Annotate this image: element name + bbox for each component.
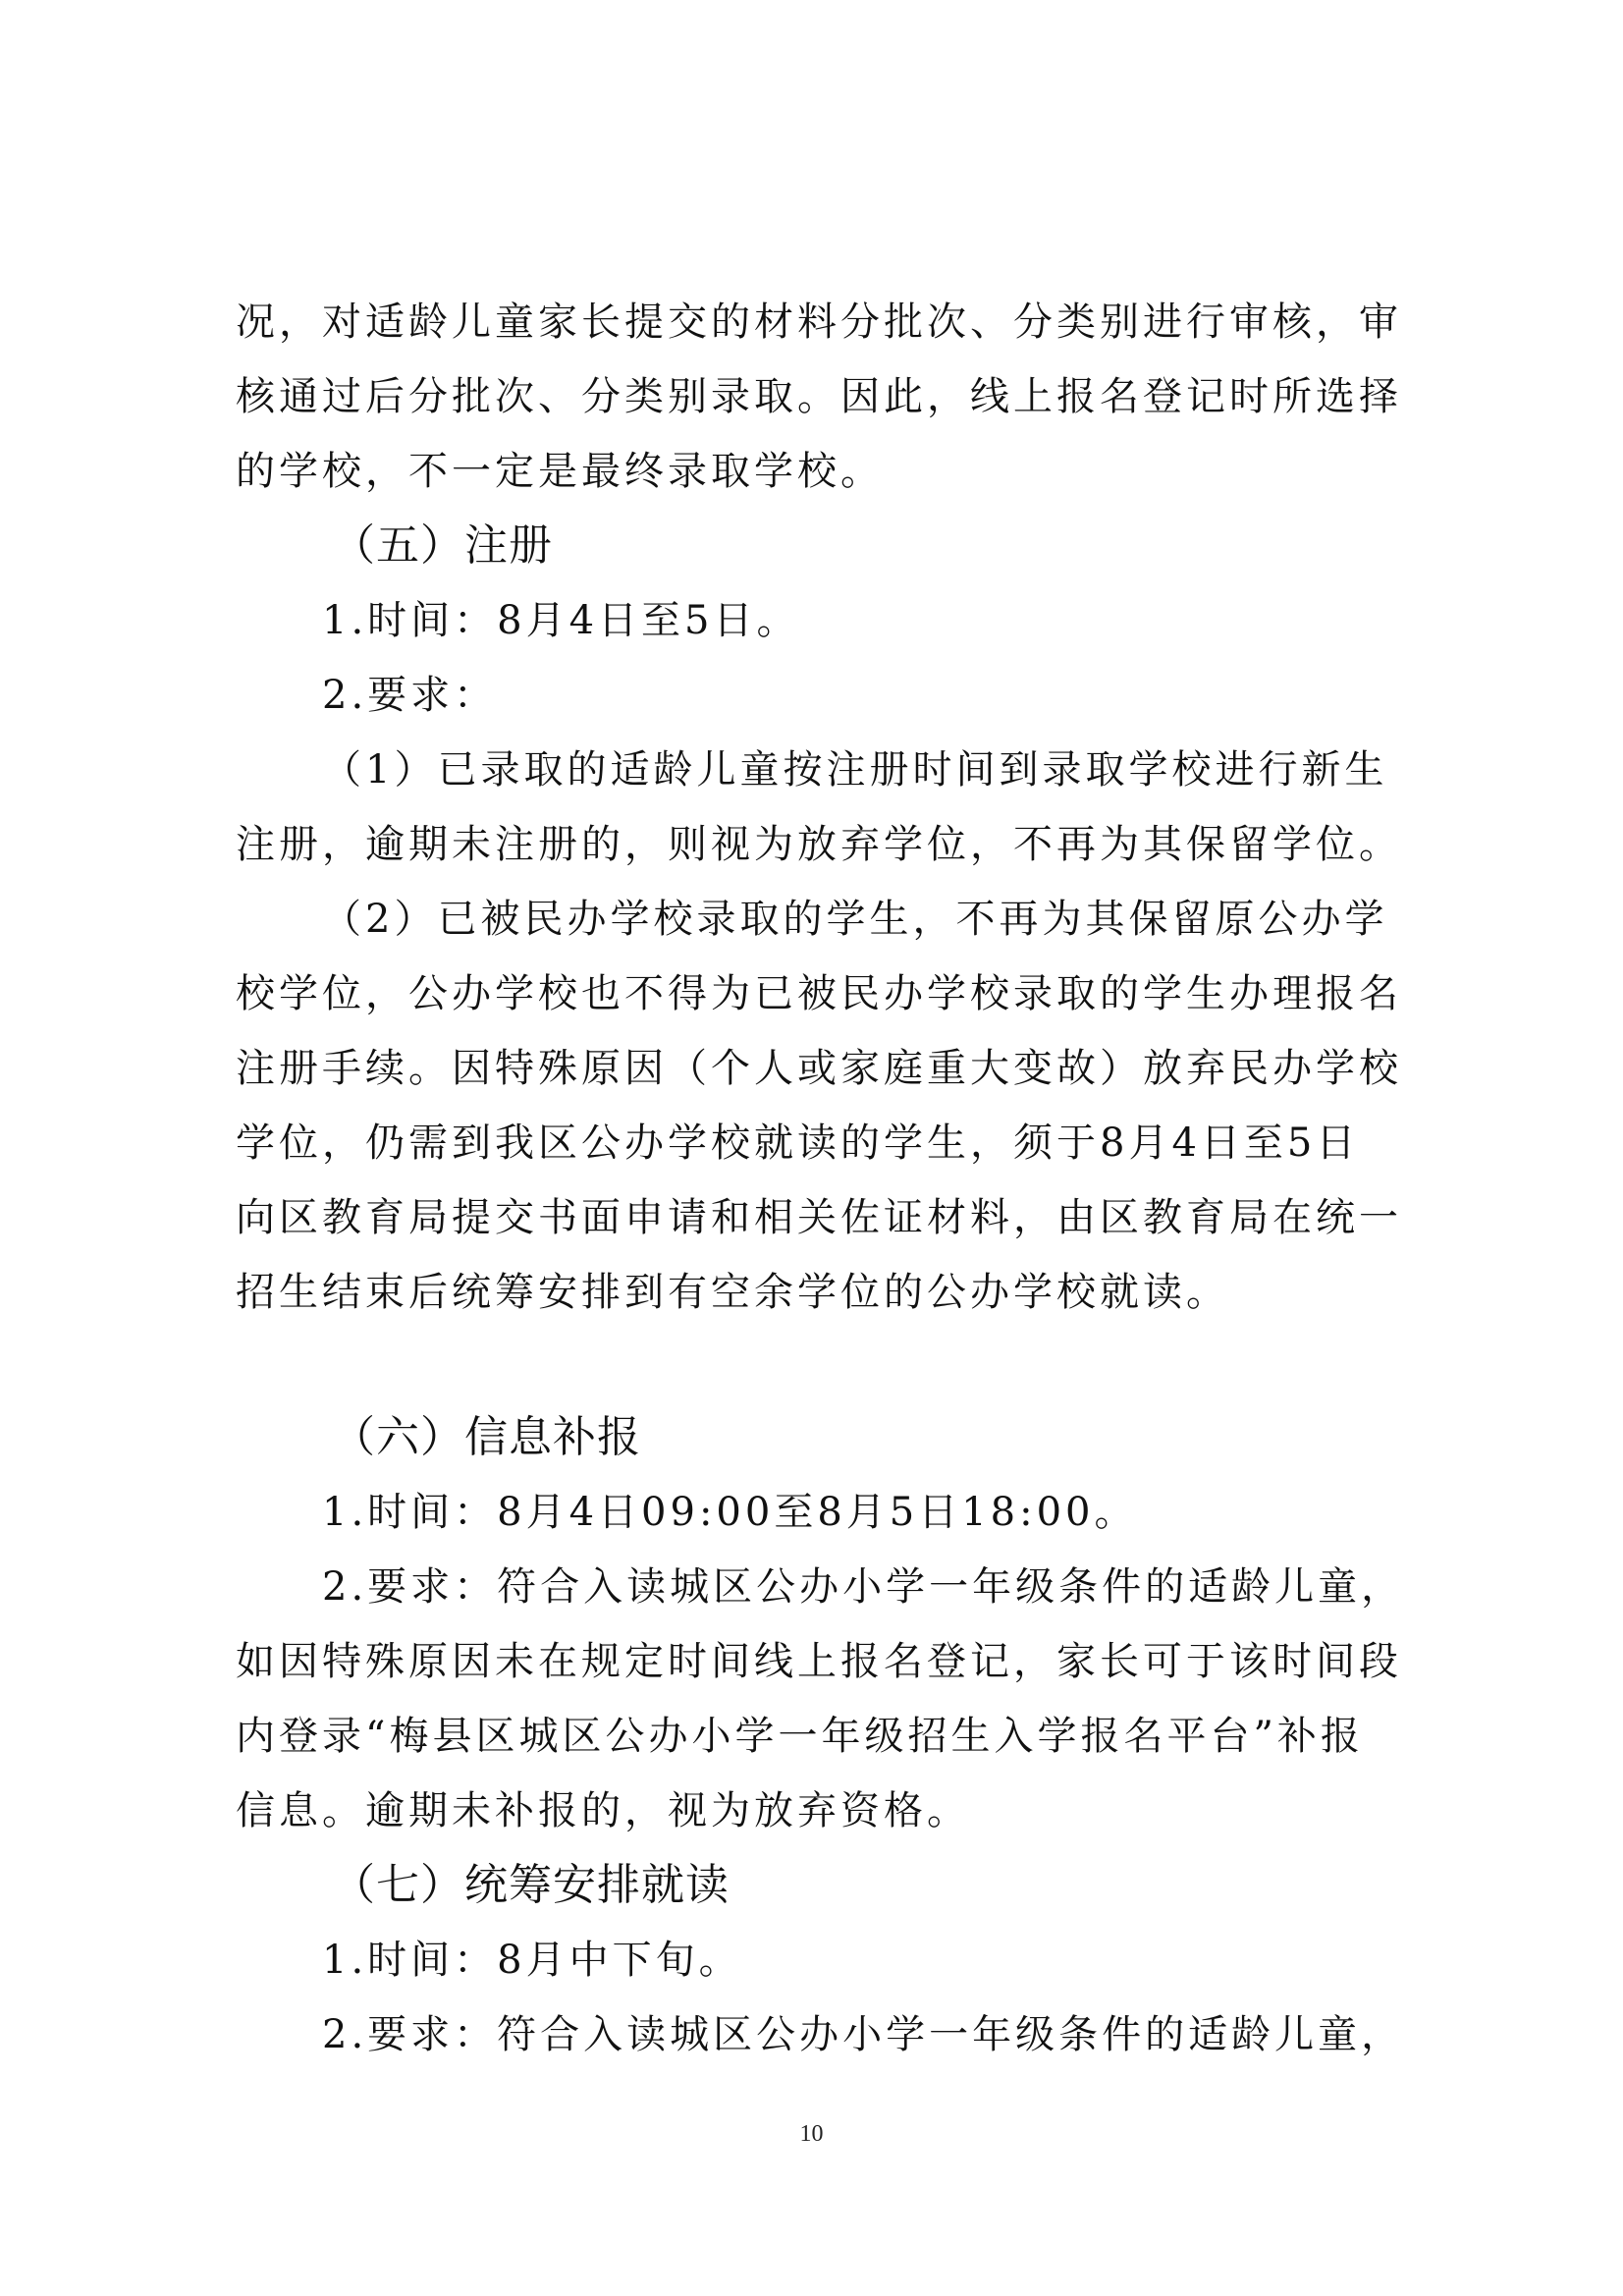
- list-item: 1.时间：8月4日09:00至8月5日18:00。: [322, 1490, 1138, 1535]
- page-number: 10: [799, 2121, 824, 2147]
- paragraph-line: 如因特殊原因未在规定时间线上报名登记，家长可于该时间段: [236, 1639, 1402, 1684]
- paragraph-line: 校学位，公办学校也不得为已被民办学校录取的学生办理报名: [236, 971, 1402, 1016]
- section-gap: [236, 1330, 1414, 1400]
- paragraph-line: 的学校，不一定是最终录取学校。: [236, 449, 884, 494]
- section-heading-arrangement: （七）统筹安排就读: [332, 1860, 730, 1910]
- paragraph-line: 注册，逾期未注册的，则视为放弃学位，不再为其保留学位。: [236, 822, 1402, 867]
- paragraph-line: （2）已被民办学校录取的学生，不再为其保留原公办学: [322, 897, 1388, 942]
- list-item: 1.时间：8月4日至5日。: [322, 598, 800, 643]
- paragraph-line: 招生结束后统筹安排到有空余学位的公办学校就读。: [236, 1270, 1229, 1315]
- paragraph-line: 核通过后分批次、分类别录取。因此，线上报名登记时所选择: [236, 374, 1402, 419]
- section-heading-registration: （五）注册: [332, 520, 553, 571]
- paragraph-line: （1）已录取的适龄儿童按注册时间到录取学校进行新生: [322, 747, 1388, 793]
- list-item: 2.要求：: [322, 673, 498, 718]
- paragraph-line: 学位，仍需到我区公办学校就读的学生，须于8月4日至5日: [236, 1121, 1360, 1166]
- paragraph-line: 2.要求：符合入读城区公办小学一年级条件的适龄儿童，: [322, 1564, 1405, 1610]
- paragraph-line: 况，对适龄儿童家长提交的材料分批次、分类别进行审核，审: [236, 300, 1402, 345]
- paragraph-line: 注册手续。因特殊原因（个人或家庭重大变故）放弃民办学校: [236, 1046, 1402, 1091]
- paragraph-line: 内登录“梅县区城区公办小学一年级招生入学报名平台”补报: [236, 1714, 1364, 1759]
- list-item: 2.要求：符合入读城区公办小学一年级条件的适龄儿童，: [322, 2012, 1405, 2057]
- section-heading-info-supplement: （六）信息补报: [332, 1412, 641, 1462]
- document-body: [236, 285, 1414, 2072]
- paragraph-line: 向区教育局提交书面申请和相关佐证材料，由区教育局在统一: [236, 1195, 1402, 1240]
- list-item: 1.时间：8月中下旬。: [322, 1938, 742, 1983]
- paragraph-line: 信息。逾期未补报的，视为放弃资格。: [236, 1788, 970, 1833]
